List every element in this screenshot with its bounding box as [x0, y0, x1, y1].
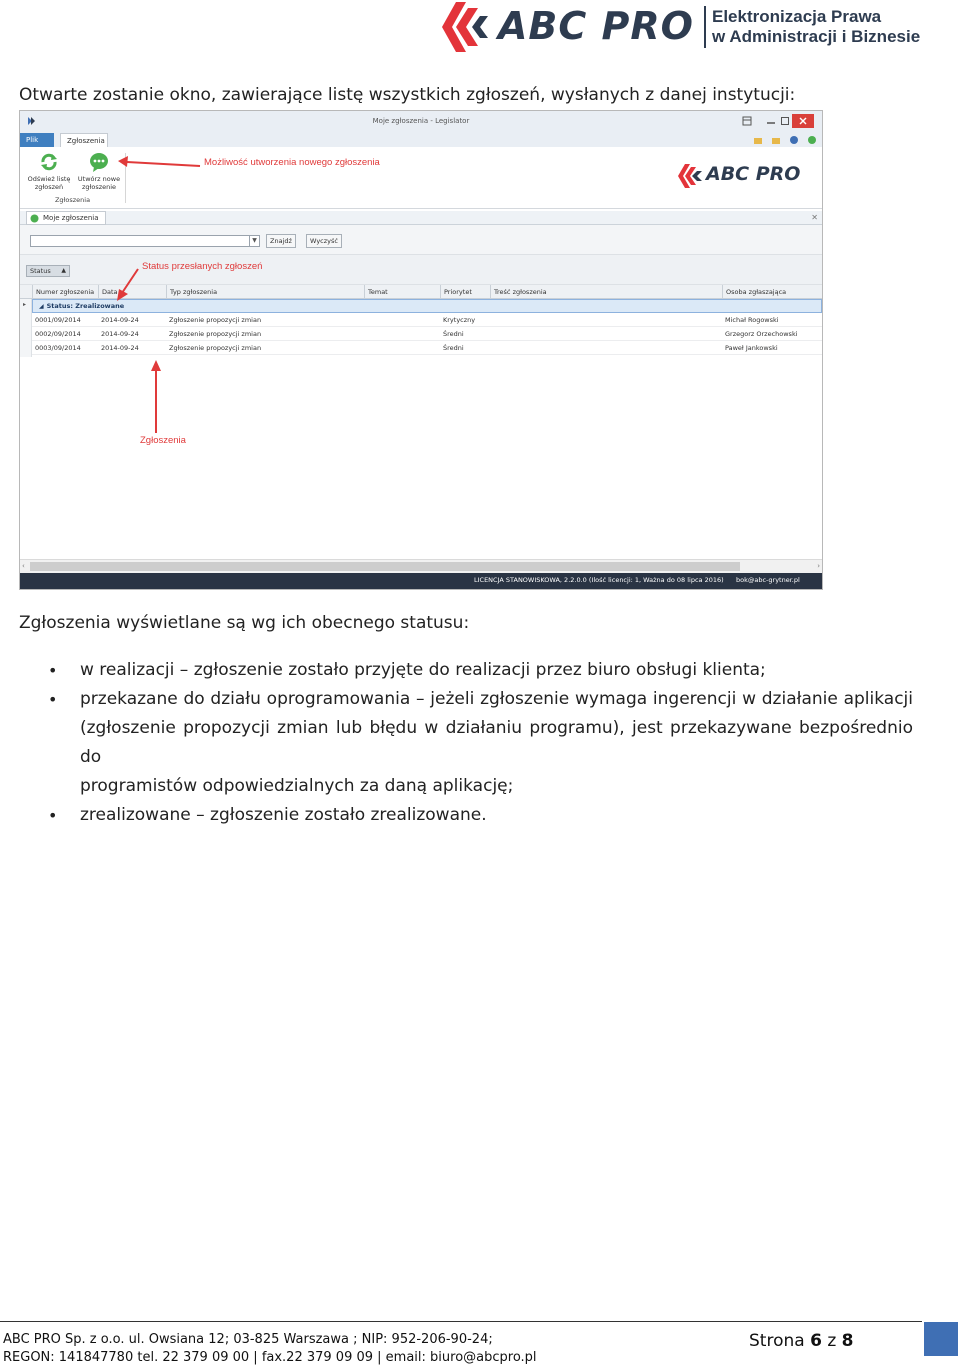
logo-wordmark: ABC PRO — [498, 4, 694, 48]
cell-data: 2014-09-24 — [101, 316, 139, 324]
col-temat[interactable]: Temat — [364, 285, 440, 299]
logo-divider — [704, 6, 706, 48]
ribbon-group-label: Zgłoszenia — [54, 196, 91, 204]
status-group-label: Status: Zrealizowane — [46, 302, 125, 310]
page-total: 8 — [841, 1331, 854, 1351]
footer-corner-block — [924, 1322, 958, 1356]
find-button[interactable]: Znajdź — [266, 234, 296, 248]
tagline-line-2: w Administracji i Biznesie — [712, 27, 921, 46]
refresh-list-label: Odśwież listę zgłoszeń — [27, 175, 71, 191]
annotation-arrows — [20, 111, 822, 589]
app-screenshot — [19, 110, 823, 590]
arrow-tickets-icon — [151, 360, 161, 433]
bullet-text-line: (zgłoszenie propozycji zmian lub błędu w działaniu programu), jest przekazywane bezpośrednio do — [80, 718, 913, 767]
col-typ[interactable]: Typ zgłoszenia — [166, 285, 364, 299]
arrow-new-ticket-icon — [118, 156, 200, 167]
list-item — [48, 801, 913, 830]
cell-priorytet: Średni — [443, 330, 464, 338]
footer-address: ABC PRO Sp. z o.o. ul. Owsiana 12; 03-825 Warszawa ; NIP: 952-206-90-24; — [3, 1332, 493, 1347]
list-item — [48, 685, 913, 801]
cell-osoba: Grzegorz Orzechowski — [725, 330, 798, 338]
annotation-tickets: Zgłoszenia — [140, 435, 186, 446]
annotation-new-ticket: Możliwość utworzenia nowego zgłoszenia — [204, 157, 380, 168]
bullet-text-line: programistów odpowiedzialnych za daną aplikację; — [80, 776, 514, 796]
close-document-tab-icon[interactable]: ✕ — [811, 213, 818, 222]
cell-osoba: Michał Rogowski — [725, 316, 779, 324]
support-email: bok@abc-grytner.pl — [736, 576, 800, 584]
header-logo — [442, 2, 960, 54]
tab-plik[interactable]: Plik — [20, 133, 54, 147]
tagline-line-1: Elektronizacja Prawa — [712, 7, 882, 26]
bullet-text: zrealizowane – zgłoszenie zostało zrealizowane. — [80, 805, 487, 825]
bullet-text-line: • przekazane do działu oprogramowania – jeżeli zgłoszenie wymaga ingerencji w działanie aplikacji — [80, 689, 913, 709]
window-title: Moje zgłoszenia - Legislator — [372, 117, 470, 125]
horizontal-scrollbar[interactable] — [20, 559, 822, 573]
page-of: z — [827, 1331, 837, 1351]
sort-up-icon: ▲ — [61, 267, 66, 274]
cell-osoba: Paweł Jankowski — [725, 344, 778, 352]
col-priorytet[interactable]: Priorytet — [440, 285, 490, 299]
arrow-status-icon — [117, 269, 138, 301]
brand-wordmark: ABC PRO — [706, 163, 801, 185]
col-tresc[interactable]: Treść zgłoszenia — [490, 285, 722, 299]
status-intro-text: Zgłoszenia wyświetlane są wg ich obecnego statusu: — [19, 613, 470, 633]
abc-pro-logo-mark-icon — [442, 2, 492, 52]
col-numer[interactable]: Numer zgłoszenia — [32, 285, 98, 299]
cell-typ: Zgłoszenie propozycji zmian — [169, 344, 262, 352]
col-data[interactable]: Data — [98, 285, 166, 299]
cell-data: 2014-09-24 — [101, 344, 139, 352]
logo-tagline — [712, 7, 920, 47]
page-current: 6 — [810, 1331, 822, 1351]
cell-data: 2014-09-24 — [101, 330, 139, 338]
scrollbar-thumb[interactable] — [30, 562, 740, 571]
footer-divider — [0, 1321, 922, 1322]
cell-numer: 0002/09/2014 — [35, 330, 81, 338]
search-dropdown-arrow-icon[interactable]: ▼ — [249, 236, 259, 246]
cell-typ: Zgłoszenie propozycji zmian — [169, 316, 262, 324]
app-statusbar — [20, 573, 822, 589]
tab-zgloszenia[interactable]: Zgłoszenia — [60, 133, 108, 147]
new-ticket-label: Utwórz nowe zgłoszenie — [77, 175, 121, 191]
cell-priorytet: Krytyczny — [443, 316, 476, 324]
document-tab-label: Moje zgłoszenia — [43, 214, 99, 222]
clear-button[interactable]: Wyczyść — [306, 234, 342, 248]
col-osoba[interactable]: Osoba zgłaszająca — [722, 285, 822, 299]
annotation-status: Status przesłanych zgłoszeń — [142, 261, 263, 272]
scroll-left-icon[interactable]: ‹ — [22, 562, 25, 570]
page-number — [749, 1331, 854, 1351]
collapse-icon: ◢ — [39, 303, 44, 310]
group-chip-label: Status — [30, 267, 51, 275]
cell-typ: Zgłoszenie propozycji zmian — [169, 330, 262, 338]
cell-priorytet: Średni — [443, 344, 464, 352]
bullet-text: w realizacji – zgłoszenie zostało przyjęte do realizacji przez biuro obsługi klienta; — [80, 660, 766, 680]
row-indicator-icon: ▸ — [23, 301, 27, 308]
page-word: Strona — [749, 1331, 805, 1351]
cell-numer: 0003/09/2014 — [35, 344, 81, 352]
cell-numer: 0001/09/2014 — [35, 316, 81, 324]
license-info: LICENCJA STANOWISKOWA, 2.2.0.0 (Ilość licencji: 1, Ważna do 08 lipca 2016) — [474, 576, 724, 584]
footer-contact: REGON: 141847780 tel. 22 379 09 00 | fax.22 379 09 09 | email: biuro@abcpro.pl — [3, 1350, 537, 1365]
scroll-right-icon[interactable]: › — [817, 562, 820, 570]
intro-text: Otwarte zostanie okno, zawierające listę wszystkich zgłoszeń, wysłanych z danej instytucji: — [19, 85, 796, 105]
list-item — [48, 656, 913, 685]
status-list — [48, 656, 913, 830]
